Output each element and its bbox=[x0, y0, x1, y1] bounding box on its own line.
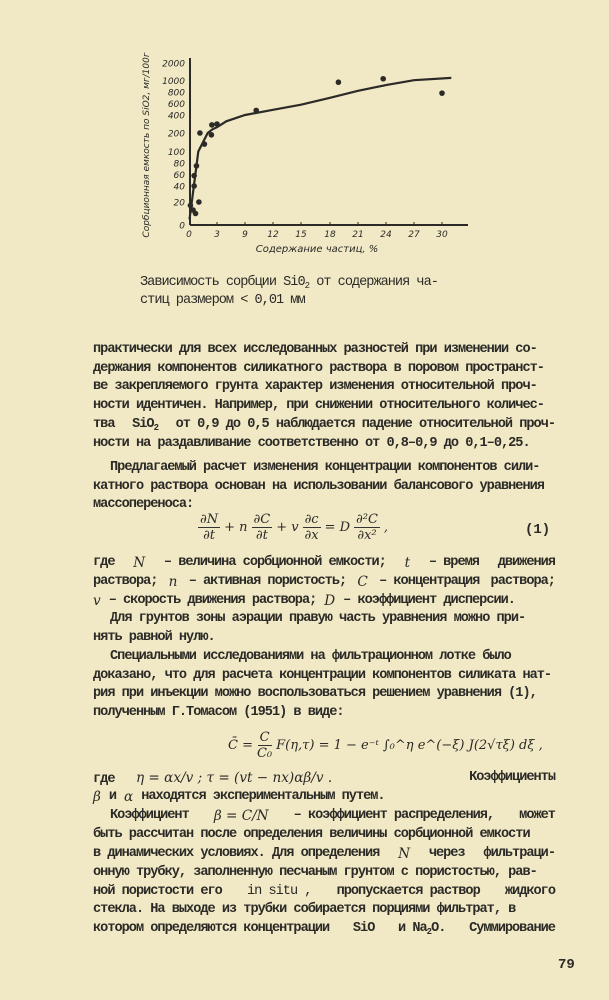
body-line: стекла. На выходе из трубки собирается порциями фильтрат, в bbox=[93, 902, 516, 917]
y-tick-label: 100 bbox=[167, 148, 185, 158]
body-line: катного раствора основан на использовании балансового уравнения bbox=[93, 479, 544, 494]
body-line: v – скорость движения раствора; D – коэффициент дисперсии. bbox=[93, 593, 515, 609]
x-tick-label: 27 bbox=[408, 230, 420, 240]
page-number: 79 bbox=[558, 957, 575, 973]
body-line: Предлагаемый расчет изменения концентрации компонентов сили- bbox=[110, 460, 540, 475]
body-line: практически для всех исследованных разностей при изменении со- bbox=[93, 342, 537, 357]
equation-number: (1) bbox=[525, 522, 551, 538]
x-tick-label: 12 bbox=[267, 230, 279, 240]
body-line: ности на раздавливание соответственно от 0,8–0,9 до 0,1–0,25. bbox=[93, 436, 530, 451]
y-tick-label: 0 bbox=[179, 221, 185, 232]
body-line: доказано, что для расчета концентрации компонентов силиката нат- bbox=[93, 668, 552, 683]
x-tick-label: 30 bbox=[436, 230, 448, 240]
x-tick-label: 9 bbox=[242, 230, 248, 240]
x-tick-label: 24 bbox=[380, 230, 392, 240]
figure-caption-line-2: стиц размером < 0,01 мм bbox=[140, 293, 305, 308]
equation-1: ∂N ∂t + n ∂C ∂t + v $\frac{\partial c}{\partial x}$ = D ∂²C ∂x² , bbox=[200, 512, 389, 543]
data-point bbox=[202, 141, 208, 147]
x-tick-label: 21 bbox=[352, 230, 364, 240]
body-line: быть рассчитан после определения величины сорбционной емкости bbox=[93, 827, 530, 842]
y-tick-label: 20 bbox=[173, 198, 185, 209]
figure-caption-line-1: Зависимость сорбции $Si0_2$ от содержания ча- bbox=[140, 275, 438, 291]
data-point bbox=[194, 163, 200, 169]
body-line: ве закрепляемого грунта характер изменения относительной проч- bbox=[93, 379, 537, 394]
body-line: раствора; n – активная пористость; C – концентрация раствора; bbox=[93, 574, 555, 590]
x-axis-label: Содержание частиц, % bbox=[255, 244, 379, 255]
x-tick-label: 0 bbox=[186, 230, 192, 240]
data-point bbox=[193, 211, 199, 217]
data-point bbox=[214, 121, 220, 127]
data-point bbox=[191, 173, 197, 179]
y-axis-label: Сорбционная емкость по SiO2, мг/100г bbox=[142, 52, 152, 238]
data-point bbox=[253, 108, 259, 114]
data-point bbox=[380, 76, 386, 82]
x-tick-label: 3 bbox=[214, 230, 220, 240]
body-line: котором определяются концентрации SiO и $Na_2O$. Суммирование bbox=[93, 921, 555, 937]
body-line: держания компонентов силикатного раствора в поровом пространст- bbox=[93, 361, 544, 376]
data-point bbox=[209, 132, 215, 138]
body-line: где η = αx/v ; τ = (vt − nx)αβ/v . Коэффициенты bbox=[93, 770, 555, 787]
x-tick-label: 15 bbox=[295, 230, 307, 240]
data-point bbox=[197, 130, 203, 136]
body-line: онную трубку, заполненную песчаным грунтом с пористостью, рав- bbox=[93, 865, 537, 880]
fit-curve bbox=[190, 78, 452, 219]
body-line: Специальными исследованиями на фильтрационном лотке было bbox=[110, 649, 511, 664]
body-line: β и α находятся экспериментальным путем. bbox=[93, 789, 385, 805]
body-line: массопереноса: bbox=[93, 497, 194, 512]
body-line: Для грунтов зоны аэрации правую часть уравнения можно при- bbox=[110, 611, 526, 626]
data-point bbox=[439, 90, 445, 96]
data-point bbox=[196, 199, 202, 205]
body-line: рия при инъекции можно воспользоваться решением уравнения (1), bbox=[93, 686, 537, 701]
data-point bbox=[191, 183, 197, 189]
body-line: полученным Г.Томасом (1951) в виде: bbox=[93, 705, 344, 720]
body-line: нять равной нулю. bbox=[93, 630, 215, 645]
data-point bbox=[336, 79, 342, 85]
y-tick-label: 200 bbox=[167, 129, 185, 140]
y-tick-label: 800 bbox=[167, 88, 185, 99]
y-tick-label: 60 bbox=[173, 171, 185, 181]
y-tick-label: 40 bbox=[173, 182, 185, 193]
body-line: ности идентичен. Например, при снижении относительного количес- bbox=[93, 398, 544, 413]
body-line: где N – величина сорбционной емкости; t – время движения bbox=[93, 555, 555, 571]
x-tick-label: 18 bbox=[324, 230, 336, 240]
data-point bbox=[209, 122, 215, 128]
body-line: ной пористости его in situ , пропускается раствор жидкого bbox=[93, 884, 555, 899]
y-tick-label: 2000 bbox=[162, 59, 185, 70]
sorption-chart bbox=[0, 0, 609, 300]
y-tick-label: 600 bbox=[167, 100, 185, 110]
y-tick-label: 400 bbox=[167, 111, 185, 122]
y-tick-label: 80 bbox=[173, 159, 185, 170]
body-line: Коэффициент β = C/N – коэффициент распределения, может bbox=[110, 808, 555, 824]
y-tick-label: 1000 bbox=[162, 77, 185, 87]
body-line: в динамических условиях. Для определения N через фильтраци- bbox=[93, 846, 555, 862]
body-line: тва SiO$_2$ от 0,9 до 0,5 наблюдается падение относительной проч- bbox=[93, 417, 555, 433]
equation-2: C̄ = $\frac{C}{\text{C₀}}$ F(η,τ) = 1 − e⁻ᵗ ∫₀^η e^(−ξ) J(2√τξ) dξ , bbox=[228, 730, 543, 761]
